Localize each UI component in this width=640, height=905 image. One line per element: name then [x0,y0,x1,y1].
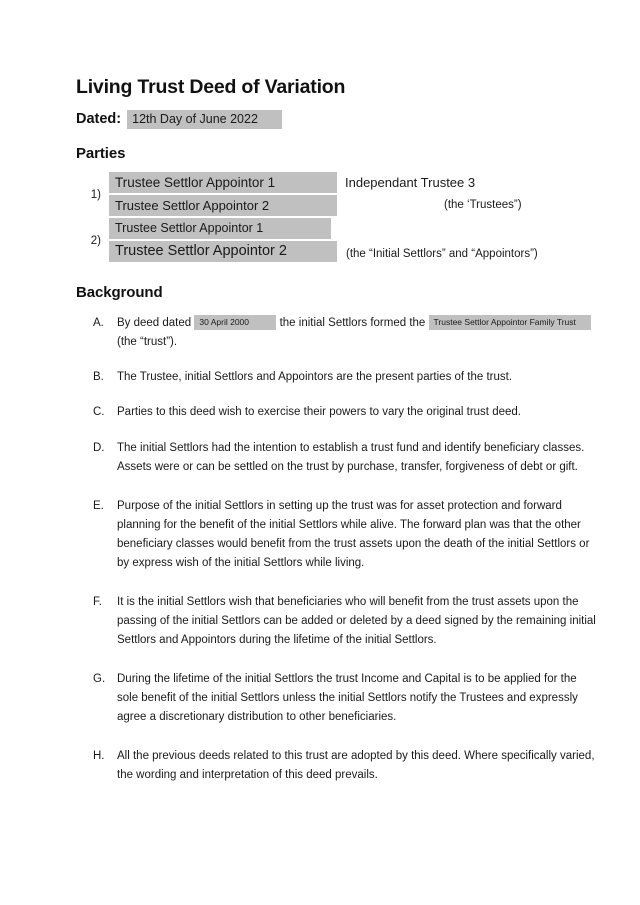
background-text: During the lifetime of the initial Settlors the trust Income and Capital is to be applied for the sole benefit of the initial Settlors unless the initial Settlors notify the Trustees and expressly agree a discretionary distribution to other beneficiaries. [117,673,578,723]
bg-a-text-3: (the “trust”). [117,336,178,348]
bg-a-text-2: the initial Settlors formed the [279,317,426,329]
background-item-d [93,439,598,477]
party-marker-2: 2) [90,235,101,247]
background-letter: D. [93,442,105,454]
background-item-e [93,497,598,573]
background-item-h [93,747,598,785]
party-line [109,195,596,218]
background-text: The initial Settlors had the intention to establish a trust fund and identify beneficiary classes. Assets were or can be settled on the trust by purchase, transfer, forgiveness of debt or gift. [117,442,585,473]
dated-label: Dated: [76,111,122,127]
parties-heading: Parties [76,145,126,162]
background-text: All the previous deeds related to this trust are adopted by this deed. Where specifically varied, the wording and interpretation of this deed prevails. [117,750,595,781]
background-letter: G. [93,673,106,685]
background-text: It is the initial Settlors wish that beneficiaries who will benefit from the trust assets upon the passing of the initial Settlors can be added or deleted by a deed signed by the remaining initial Settlors and Appointors during the lifetime of the initial Settlors. [117,596,596,646]
party-marker-1: 1) [90,189,101,201]
background-item-a [93,314,598,352]
dated-value-field[interactable]: 12th Day of June 2022 [127,110,282,129]
trustees-caption: (the ‘Trustees”) [444,199,522,211]
background-text: Purpose of the initial Settlors in setting up the trust was for asset protection and forward planning for the benefit of the initial Settlors while alive. The forward plan was that the other beneficiary classes would benefit from the trust assets upon the death of the initial Settlors or by express wish of the initial Settlors while living. [117,500,590,569]
bg-a-text-1: By deed dated [117,317,192,329]
party-field-1-1[interactable]: Trustee Settlor Appointor 1 [109,172,337,193]
page-title: Living Trust Deed of Variation [76,76,346,98]
party-field-2-2[interactable]: Trustee Settlor Appointor 2 [109,241,337,262]
background-item-c [93,403,598,422]
deed-date-field[interactable]: 30 April 2000 [194,315,276,330]
background-item-f [93,593,598,650]
background-item-g [93,670,598,727]
party-group-1 [76,172,596,218]
background-letter: B. [93,371,104,383]
background-heading: Background [76,284,163,301]
background-text: The Trustee, initial Settlors and Appointors are the present parties of the trust. [117,371,513,383]
party-field-2-1[interactable]: Trustee Settlor Appointor 1 [109,218,331,239]
initial-settlors-caption: (the “Initial Settlors” and “Appointors”) [346,248,538,260]
background-text [117,314,598,352]
independent-trustee-label: Independant Trustee 3 [345,175,476,190]
party-group-1-rows [109,172,596,218]
background-letter: A. [93,317,104,329]
background-text: Parties to this deed wish to exercise their powers to vary the original trust deed. [117,406,521,418]
party-line [109,218,596,241]
party-line [109,172,596,195]
background-letter: H. [93,750,105,762]
dated-row [76,110,282,129]
background-list [93,314,598,799]
background-letter: C. [93,406,105,418]
background-letter: F. [93,596,102,608]
party-field-1-2[interactable]: Trustee Settlor Appointor 2 [109,195,337,216]
background-item-b [93,368,598,387]
trust-name-field[interactable]: Trustee Settlor Appointor Family Trust [429,315,591,330]
background-letter: E. [93,500,104,512]
